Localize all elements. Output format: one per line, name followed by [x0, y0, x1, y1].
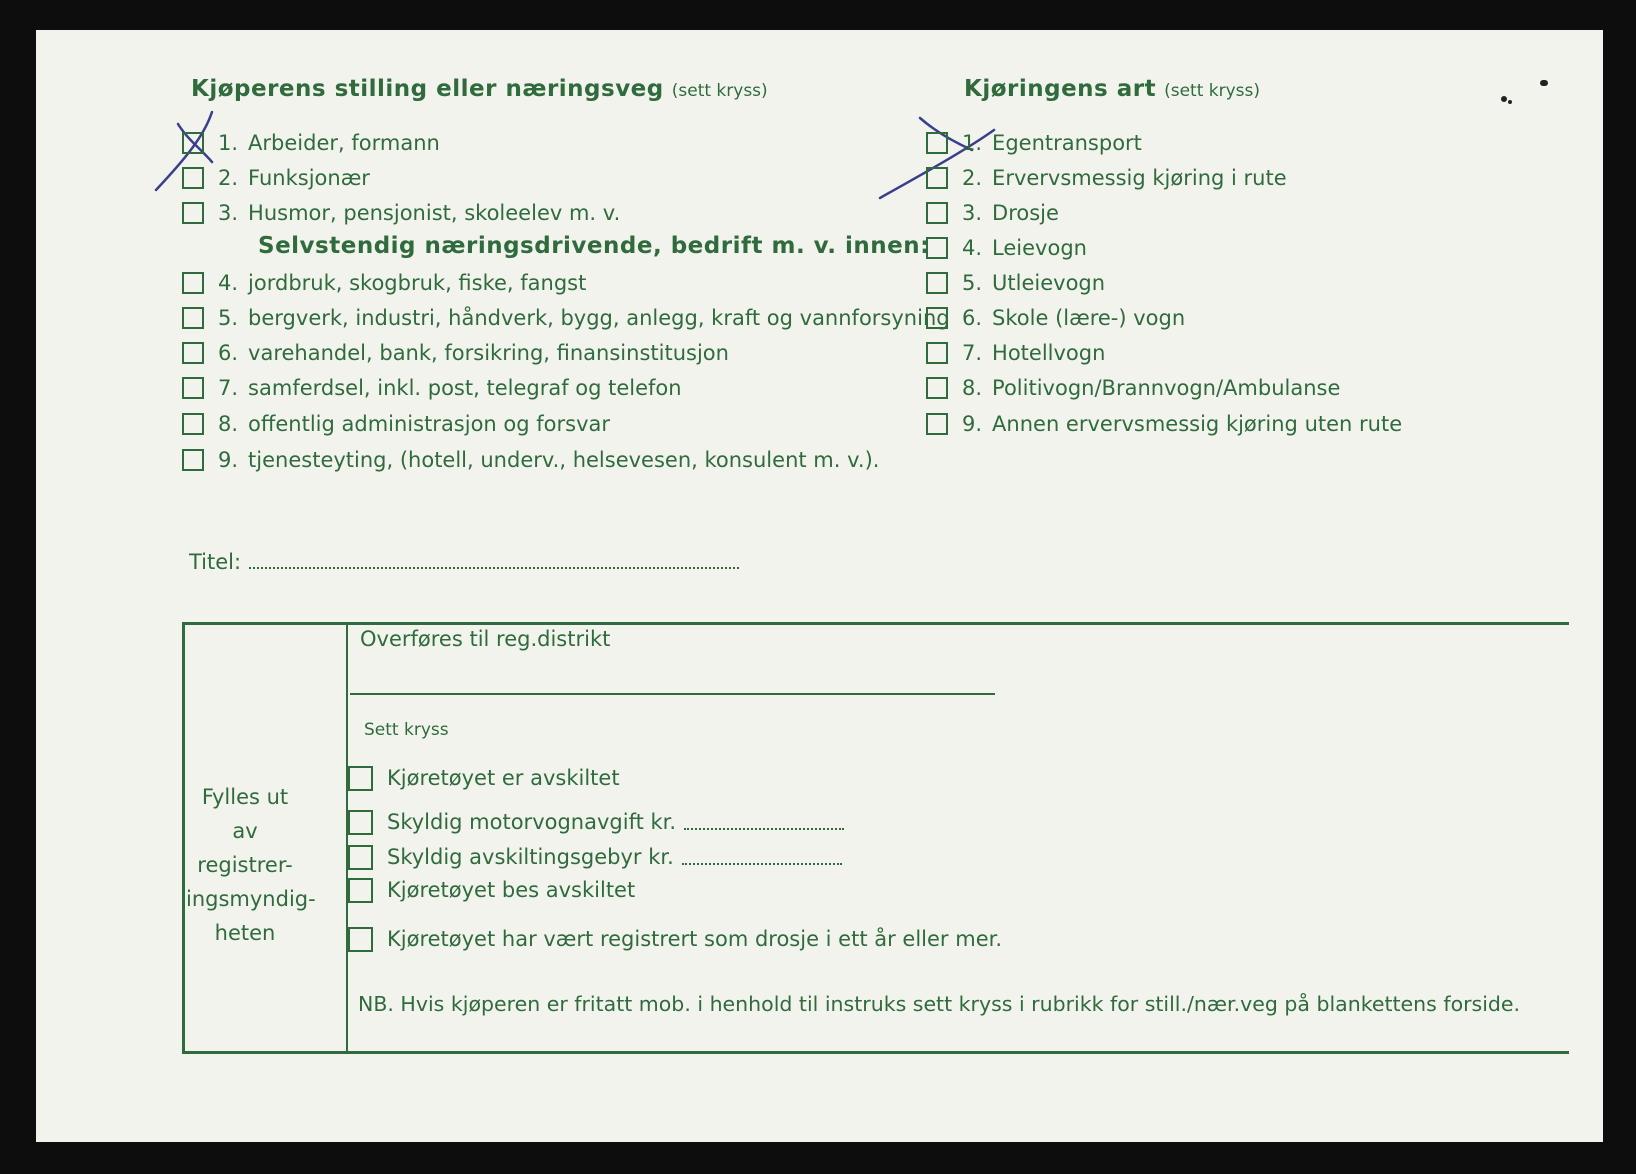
- registry-check-item[interactable]: [348, 842, 842, 872]
- registry-check-label: Skyldig motorvognavgift kr.: [387, 810, 677, 834]
- checkbox[interactable]: [348, 927, 373, 952]
- driving-type-heading: Kjøringens art (sett kryss): [964, 76, 1261, 102]
- item-number: 3.: [218, 201, 239, 225]
- occupation-item[interactable]: [182, 128, 440, 158]
- buyer-occupation-heading: Kjøperens stilling eller næringsveg (sett kryss): [191, 76, 768, 102]
- item-label: samferdsel, inkl. post, telegraf og telefon: [248, 376, 682, 400]
- item-label: Drosje: [992, 201, 1059, 225]
- amount-dotted-line[interactable]: [684, 814, 844, 830]
- checkbox[interactable]: [182, 167, 204, 189]
- driving-type-item[interactable]: [926, 373, 1340, 403]
- registry-top-rule: [184, 622, 1569, 625]
- item-number: 8.: [962, 376, 983, 400]
- sector-item[interactable]: [182, 268, 586, 298]
- checkbox[interactable]: [182, 342, 204, 364]
- driving-type-item[interactable]: [926, 128, 1142, 158]
- self-employed-subheading: Selvstendig næringsdrivende, bedrift m. v. innen:: [258, 233, 930, 259]
- item-number: 1.: [962, 131, 983, 155]
- transfer-district-label: Overføres til reg.distrikt: [360, 627, 611, 651]
- item-label: Egentransport: [992, 131, 1142, 155]
- checkbox[interactable]: [348, 766, 373, 791]
- item-number: 6.: [218, 341, 239, 365]
- title-dotted-line: [249, 553, 739, 569]
- checkbox[interactable]: [182, 377, 204, 399]
- item-number: 2.: [218, 166, 239, 190]
- speck-mark: [1501, 96, 1507, 102]
- item-number: 1.: [218, 131, 239, 155]
- checkbox[interactable]: [926, 237, 948, 259]
- sector-item[interactable]: [182, 409, 610, 439]
- sector-item[interactable]: [182, 303, 950, 333]
- item-number: 9.: [218, 448, 239, 472]
- sett-kryss-label: Sett kryss: [364, 720, 449, 740]
- registry-side-label: [186, 780, 316, 950]
- sector-item[interactable]: [182, 445, 879, 475]
- item-number: 3.: [962, 201, 983, 225]
- registry-bottom-rule: [182, 1051, 1569, 1054]
- speck-mark: [1508, 100, 1512, 104]
- checkbox[interactable]: [182, 202, 204, 224]
- checkbox[interactable]: [926, 342, 948, 364]
- driving-type-item[interactable]: [926, 409, 1402, 439]
- item-label: Politivogn/Brannvogn/Ambulanse: [992, 376, 1341, 400]
- item-label: Funksjonær: [248, 166, 370, 190]
- item-number: 5.: [962, 271, 983, 295]
- driving-type-item[interactable]: [926, 268, 1105, 298]
- checkbox[interactable]: [926, 167, 948, 189]
- checkbox[interactable]: [926, 272, 948, 294]
- registry-check-item[interactable]: [348, 807, 844, 837]
- speck-mark: [1540, 80, 1548, 86]
- checkbox[interactable]: [926, 377, 948, 399]
- item-label: Ervervsmessig kjøring i rute: [992, 166, 1287, 190]
- pen-cross-mark: [876, 110, 996, 210]
- driving-type-item[interactable]: [926, 303, 1185, 333]
- item-number: 6.: [962, 306, 983, 330]
- driving-type-item[interactable]: [926, 338, 1105, 368]
- registry-left-rule: [182, 622, 185, 1054]
- checkbox[interactable]: [182, 413, 204, 435]
- item-number: 2.: [962, 166, 983, 190]
- checkbox[interactable]: [926, 202, 948, 224]
- checkbox[interactable]: [926, 307, 948, 329]
- side-line: av registrer-: [197, 819, 293, 877]
- item-label: offentlig administrasjon og forsvar: [248, 412, 611, 436]
- amount-dotted-line[interactable]: [682, 849, 842, 865]
- checkbox[interactable]: [926, 132, 948, 154]
- item-number: 5.: [218, 306, 239, 330]
- item-number: 9.: [962, 412, 983, 436]
- checkbox[interactable]: [182, 132, 204, 154]
- item-label: Annen ervervsmessig kjøring uten rute: [992, 412, 1403, 436]
- item-label: Arbeider, formann: [248, 131, 440, 155]
- checkbox[interactable]: [348, 845, 373, 870]
- driving-type-item[interactable]: [926, 233, 1087, 263]
- checkbox[interactable]: [348, 810, 373, 835]
- transfer-district-line[interactable]: [350, 693, 995, 695]
- item-label: Hotellvogn: [992, 341, 1106, 365]
- item-label: Husmor, pensjonist, skoleelev m. v.: [248, 201, 621, 225]
- item-label: varehandel, bank, forsikring, finansinstitusjon: [248, 341, 729, 365]
- checkbox[interactable]: [182, 449, 204, 471]
- registry-check-label: Skyldig avskiltingsgebyr kr.: [387, 845, 674, 869]
- item-number: 7.: [962, 341, 983, 365]
- item-number: 8.: [218, 412, 239, 436]
- checkbox[interactable]: [182, 307, 204, 329]
- registry-check-label: Kjøretøyet bes avskiltet: [387, 878, 636, 902]
- item-label: tjenesteyting, (hotell, underv., helsevesen, konsulent m. v.).: [248, 448, 880, 472]
- item-label: Skole (lære-) vogn: [992, 306, 1186, 330]
- form-sheet: [36, 30, 1603, 1142]
- item-label: Utleievogn: [992, 271, 1106, 295]
- side-line: Fylles ut: [201, 785, 289, 809]
- checkbox[interactable]: [182, 272, 204, 294]
- registry-check-label: Kjøretøyet har vært registrert som drosje i ett år eller mer.: [387, 927, 1002, 951]
- item-number: 7.: [218, 376, 239, 400]
- title-field[interactable]: [189, 550, 739, 574]
- registry-check-item[interactable]: [348, 763, 620, 793]
- sector-item[interactable]: [182, 338, 729, 368]
- registry-check-item[interactable]: [348, 924, 1002, 954]
- item-label: jordbruk, skogbruk, fiske, fangst: [248, 271, 587, 295]
- item-number: 4.: [218, 271, 239, 295]
- driving-type-item[interactable]: [926, 198, 1059, 228]
- side-line: heten: [214, 921, 276, 945]
- title-label: Titel:: [189, 550, 242, 574]
- nb-note: NB. Hvis kjøperen er fritatt mob. i henhold til instruks sett kryss i rubrikk for still./nær.veg på blankettens forside.: [358, 992, 1521, 1016]
- occupation-item[interactable]: [182, 163, 370, 193]
- driving-type-item[interactable]: [926, 163, 1287, 193]
- item-number: 4.: [962, 236, 983, 260]
- occupation-item[interactable]: [182, 198, 620, 228]
- checkbox[interactable]: [926, 413, 948, 435]
- registry-check-item[interactable]: [348, 875, 635, 905]
- side-line: ingsmyndig-: [186, 887, 316, 911]
- registry-check-label: Kjøretøyet er avskiltet: [387, 766, 620, 790]
- item-label: bergverk, industri, håndverk, bygg, anlegg, kraft og vannforsyning: [248, 306, 950, 330]
- item-label: Leievogn: [992, 236, 1087, 260]
- sector-item[interactable]: [182, 373, 682, 403]
- registry-divider-rule: [346, 622, 348, 1052]
- checkbox[interactable]: [348, 878, 373, 903]
